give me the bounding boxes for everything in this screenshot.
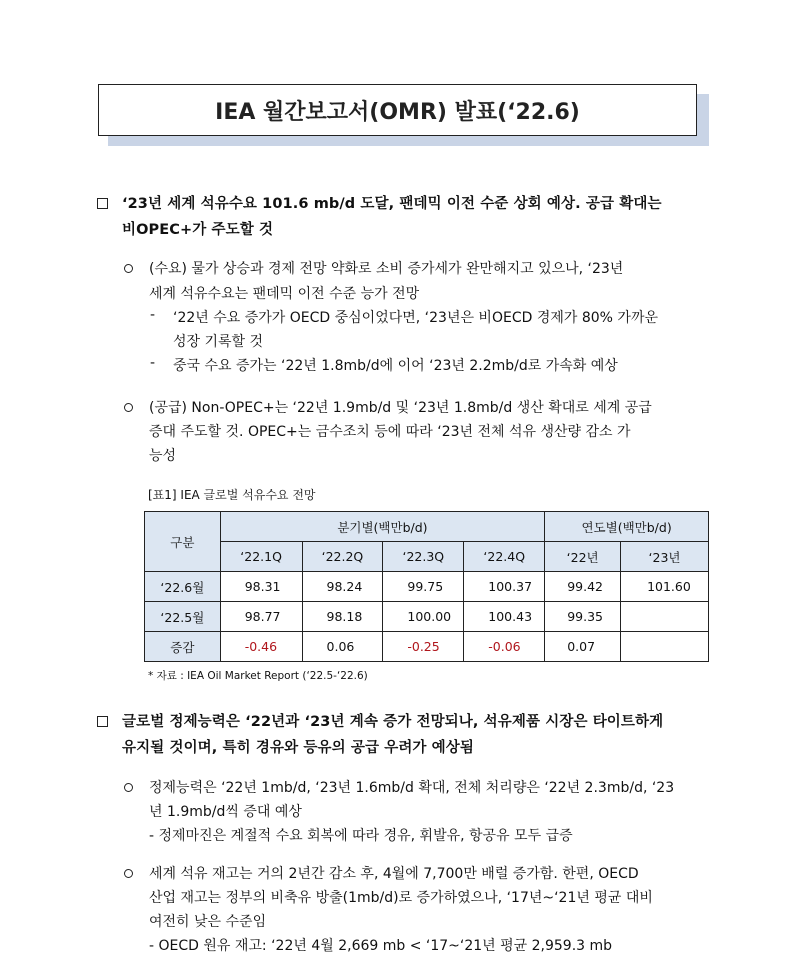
table-row-label: ‘22.6월 bbox=[145, 572, 221, 602]
table-cell: 0.06 bbox=[302, 632, 383, 662]
s2-bullet2-line3: 여전히 낮은 수준임 bbox=[149, 914, 267, 930]
table-col-header: ‘23년 bbox=[621, 542, 709, 572]
circle-bullet bbox=[124, 403, 133, 412]
table-cell-negative: -0.25 bbox=[383, 632, 464, 662]
section-square-bullet bbox=[97, 716, 108, 727]
table-cell-negative: -0.46 bbox=[220, 632, 302, 662]
table-cell: 101.60 bbox=[621, 572, 709, 602]
table-cell: 99.42 bbox=[545, 572, 621, 602]
table-source-note: * 자료 : IEA Oil Market Report (‘22.5-‘22.6) bbox=[148, 670, 368, 682]
circle-bullet bbox=[124, 869, 133, 878]
table-cell: 0.07 bbox=[545, 632, 621, 662]
table-col-header: ‘22.2Q bbox=[302, 542, 383, 572]
table-cell: 98.18 bbox=[302, 602, 383, 632]
table-cell: 99.35 bbox=[545, 602, 621, 632]
s2-bullet2-sub1: - OECD 원유 재고: ‘22년 4월 2,669 mb < ‘17~‘21년 평균 2,959.3 mb bbox=[149, 938, 613, 954]
s2-bullet1-line1: 정제능력은 ‘22년 1mb/d, ‘23년 1.6mb/d 확대, 전체 처리량은 ‘22년 2.3mb/d, ‘23 bbox=[149, 780, 675, 796]
s2-bullet1-line2: 년 1.9mb/d씩 증대 예상 bbox=[149, 804, 302, 820]
table-row bbox=[145, 632, 709, 662]
circle-bullet bbox=[124, 783, 133, 792]
table-row-label: ‘22.5월 bbox=[145, 602, 221, 632]
table-cell bbox=[621, 602, 709, 632]
table-cell bbox=[621, 632, 709, 662]
table-cell-negative: -0.06 bbox=[464, 632, 545, 662]
table-cell: 98.77 bbox=[220, 602, 302, 632]
table-col-header: ‘22.3Q bbox=[383, 542, 464, 572]
table-caption: [표1] IEA 글로벌 석유수요 전망 bbox=[148, 488, 316, 502]
bullet1-sub1-line2: 성장 기록할 것 bbox=[173, 334, 264, 350]
dash-bullet: - bbox=[150, 307, 156, 323]
oil-demand-table bbox=[144, 511, 709, 662]
circle-bullet bbox=[124, 264, 133, 273]
table-row-label: 증감 bbox=[145, 632, 221, 662]
table-cell: 100.37 bbox=[464, 572, 545, 602]
page-title-box bbox=[98, 84, 697, 136]
s2-bullet2-line2: 산업 재고는 정부의 비축유 방출(1mb/d)로 증가하였으나, ‘17년~‘21년 평균 대비 bbox=[149, 890, 653, 906]
table-cell: 100.43 bbox=[464, 602, 545, 632]
s2-bullet1-sub1: - 정제마진은 계절적 수요 회복에 따라 경유, 휘발유, 항공유 모두 급증 bbox=[149, 828, 573, 844]
bullet2-line2: 증대 주도할 것. OPEC+는 금수조치 등에 따라 ‘23년 전체 석유 생산량 감소 가 bbox=[149, 424, 631, 440]
section-square-bullet bbox=[97, 198, 108, 209]
table-cell: 100.00 bbox=[383, 602, 464, 632]
table-cell: 98.24 bbox=[302, 572, 383, 602]
table-header-annual: 연도별(백만b/d) bbox=[545, 512, 709, 542]
bullet1-line1: (수요) 물가 상승과 경제 전망 약화로 소비 증가세가 완만해지고 있으나, ‘23년 bbox=[149, 261, 624, 277]
table-cell: 98.31 bbox=[220, 572, 302, 602]
bullet2-line3: 능성 bbox=[149, 448, 177, 464]
bullet1-sub2: 중국 수요 증가는 ‘22년 1.8mb/d에 이어 ‘23년 2.2mb/d로 가속화 예상 bbox=[173, 358, 618, 374]
bullet2-line1: (공급) Non-OPEC+는 ‘22년 1.9mb/d 및 ‘23년 1.8mb/d 생산 확대로 세계 공급 bbox=[149, 400, 652, 416]
table-cell: 99.75 bbox=[383, 572, 464, 602]
table-col-header: ‘22.4Q bbox=[464, 542, 545, 572]
dash-bullet: - bbox=[150, 355, 156, 371]
table-header-category: 구분 bbox=[145, 512, 221, 572]
page-title: IEA 월간보고서(OMR) 발표(‘22.6) bbox=[215, 99, 580, 125]
section2-heading-line1: 글로벌 정제능력은 ‘22년과 ‘23년 계속 증가 전망되나, 석유제품 시장은 타이트하게 bbox=[122, 714, 664, 730]
section1-heading-line2: 비OPEC+가 주도할 것 bbox=[122, 222, 274, 238]
bullet1-sub1-line1: ‘22년 수요 증가가 OECD 중심이었다면, ‘23년은 비OECD 경제가 80% 가까운 bbox=[173, 310, 658, 326]
table-col-header: ‘22년 bbox=[545, 542, 621, 572]
table-row bbox=[145, 602, 709, 632]
table-row bbox=[145, 572, 709, 602]
s2-bullet2-line1: 세계 석유 재고는 거의 2년간 감소 후, 4월에 7,700만 배럴 증가함. 한편, OECD bbox=[149, 866, 639, 882]
section2-heading-line2: 유지될 것이며, 특히 경유와 등유의 공급 우려가 예상됨 bbox=[122, 740, 474, 756]
table-header-quarterly: 분기별(백만b/d) bbox=[220, 512, 545, 542]
table-col-header: ‘22.1Q bbox=[220, 542, 302, 572]
bullet1-line2: 세계 석유수요는 팬데믹 이전 수준 능가 전망 bbox=[149, 286, 420, 302]
section1-heading-line1: ‘23년 세계 석유수요 101.6 mb/d 도달, 팬데믹 이전 수준 상회 예상. 공급 확대는 bbox=[122, 196, 662, 212]
